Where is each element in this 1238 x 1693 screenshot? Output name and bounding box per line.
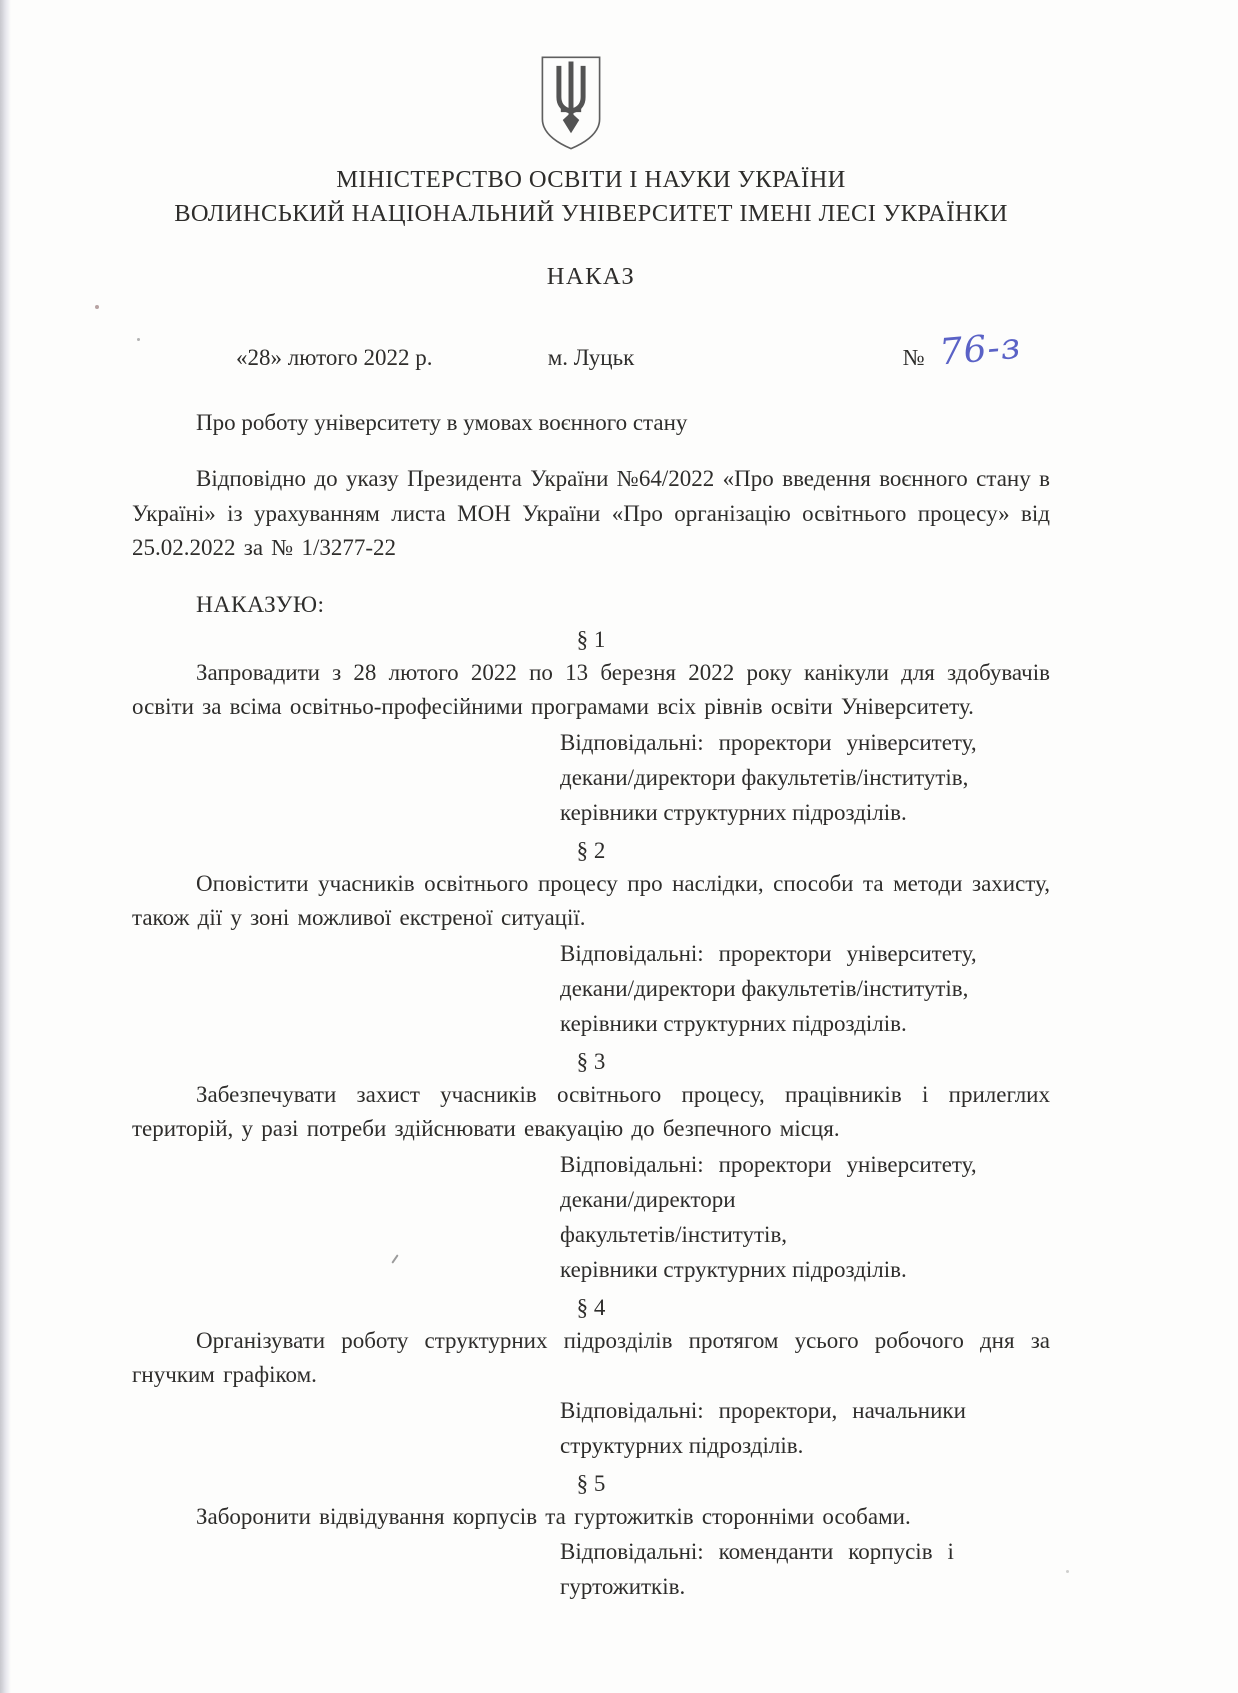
responsible-line: Відповідальні: коменданти корпусів і bbox=[560, 1539, 954, 1564]
responsible-block bbox=[560, 725, 1050, 830]
order-city: м. Луцьк bbox=[547, 345, 635, 370]
order-number-label: № bbox=[902, 345, 925, 370]
responsible-line: структурних підрозділів. bbox=[560, 1432, 804, 1458]
decree-word: НАКАЗУЮ: bbox=[196, 591, 325, 618]
responsible-line: Відповідальні: проректори університету, bbox=[560, 940, 977, 966]
responsible-line: факультетів/інститутів, bbox=[560, 1221, 788, 1247]
section-3 bbox=[132, 1045, 1050, 1287]
responsible-line: декани/директори факультетів/інститутів, bbox=[560, 764, 969, 790]
order-preamble: Відповідно до указу Президента України №64/2022 «Про введення воєнного стану в Україні» із урахуванням листа МОН України «Про організацію освітнього процесу» від 25.02.2022 за № 1/3277-22 bbox=[132, 466, 1050, 560]
scan-speck bbox=[137, 338, 140, 341]
section-2 bbox=[132, 834, 1050, 1041]
section-body: Запровадити з 28 лютого 2022 по 13 березня 2022 року канікули для здобувачів освіти за всіма освітньо-професійними програмами всіх рівнів освіти Університету. bbox=[132, 659, 1050, 719]
responsible-line: декани/директори bbox=[560, 1186, 736, 1212]
responsible-line: Відповідальні: проректори університету, bbox=[560, 729, 977, 755]
responsible-line: керівники структурних підрозділів. bbox=[560, 1256, 907, 1282]
ukraine-trident-icon bbox=[538, 139, 604, 156]
section-mark: § 1 bbox=[576, 626, 606, 652]
responsible-block bbox=[560, 1147, 1050, 1287]
section-mark: § 5 bbox=[576, 1470, 606, 1496]
section-mark: § 3 bbox=[576, 1048, 606, 1074]
responsible-line: гуртожитків. bbox=[560, 1574, 686, 1599]
order-title: НАКАЗ bbox=[546, 263, 636, 290]
order-date: «28» лютого 2022 р. bbox=[236, 345, 433, 370]
responsible-block bbox=[560, 1393, 1050, 1463]
responsible-line: Відповідальні: проректори університету, bbox=[560, 1151, 977, 1177]
section-1 bbox=[132, 623, 1050, 830]
scan-speck bbox=[95, 305, 99, 309]
responsible-line: керівники структурних підрозділів. bbox=[560, 1010, 907, 1036]
section-body: Забезпечувати захист учасників освітнього процесу, працівників і прилеглих територій, у разі потреби здійснювати евакуацію до безпечного місця. bbox=[132, 1081, 1050, 1141]
university-name: ВОЛИНСЬКИЙ НАЦІОНАЛЬНИЙ УНІВЕРСИТЕТ ІМЕНІ ЛЕСІ УКРАЇНКИ bbox=[174, 200, 1008, 227]
ministry-name: МІНІСТЕРСТВО ОСВІТИ І НАУКИ УКРАЇНИ bbox=[336, 166, 846, 193]
order-number-handwritten: 76-з bbox=[938, 325, 1024, 374]
order-number bbox=[744, 325, 1050, 374]
section-body: Заборонити відвідування корпусів та гуртожитків сторонніми особами. bbox=[196, 1503, 911, 1529]
scan-speck bbox=[1066, 1570, 1069, 1573]
emblem-container bbox=[92, 54, 1050, 157]
order-meta-row bbox=[132, 325, 1050, 374]
section-mark: § 4 bbox=[576, 1294, 606, 1320]
responsible-block bbox=[560, 936, 1050, 1041]
section-5 bbox=[132, 1467, 1050, 1605]
responsible-line: декани/директори факультетів/інститутів, bbox=[560, 975, 969, 1001]
responsible-line: керівники структурних підрозділів. bbox=[560, 799, 907, 825]
order-subject: Про роботу університету в умовах воєнного стану bbox=[196, 410, 688, 435]
responsible-block bbox=[560, 1534, 1050, 1604]
responsible-line: Відповідальні: проректори, начальники bbox=[560, 1397, 966, 1423]
section-body: Оповістити учасників освітнього процесу про наслідки, способи та методи захисту, також дії у зоні можливої екстреної ситуації. bbox=[132, 870, 1050, 930]
section-4 bbox=[132, 1291, 1050, 1463]
section-mark: § 2 bbox=[576, 837, 606, 863]
section-body: Організувати роботу структурних підрозділів протягом усього робочого дня за гнучким графіком. bbox=[132, 1327, 1050, 1387]
